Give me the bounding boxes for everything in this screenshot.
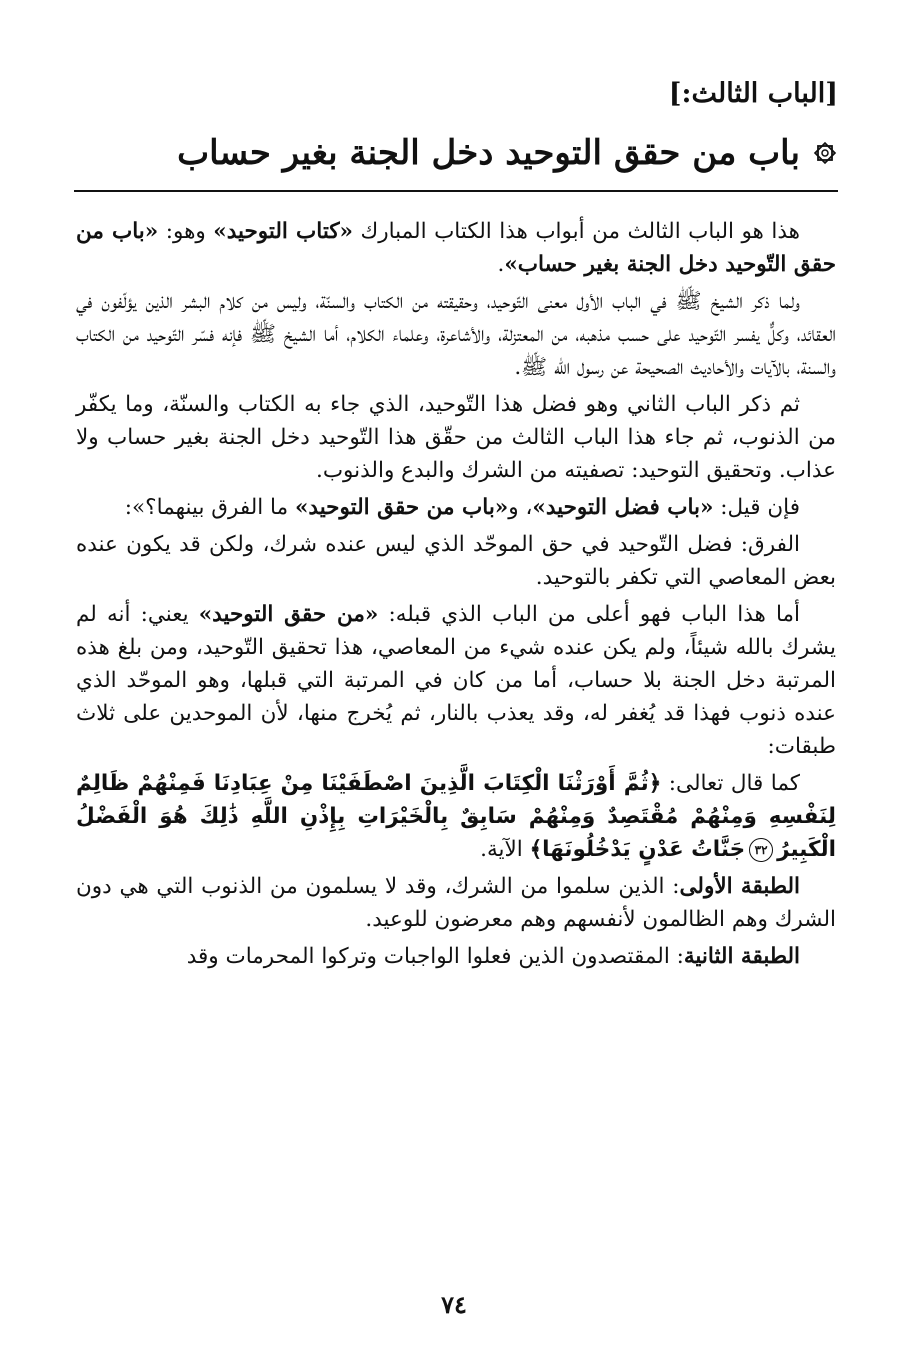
chapter-name: «باب فضل التوحيد» xyxy=(532,495,714,520)
text-run: : المقتصدون الذين فعلوا الواجبات وتركوا المحرمات وقد xyxy=(186,944,684,969)
paragraph-5: الفرق: فضل التّوحيد في حق الموحّد الذي ليس عنده شرك، ولكن قد يكون عنده بعض المعاصي التي تكفر بالتوحيد. xyxy=(76,532,836,590)
tier-heading: الطبقة الأولى xyxy=(679,874,800,899)
text-run: الآية. xyxy=(480,837,530,862)
paragraph-7 xyxy=(76,767,836,866)
text-run: يعني: أنه لم يشرك بالله شيئاً، ولم يكن عنده شيء من المعاصي، هذا تحقيق التّوحيد، ومن بلغ هذه المرتبة دخل الجنة بلا حساب، أما من كان في المرتبة التي قبلها، وهو الموحّد الذي عنده ذنوب فهذا قد يُغفر له، وقد يعذب بالنار، ثم يُخرج منها، لأن الموحدين على ثلاث طبقات: xyxy=(76,602,836,759)
paragraph-1 xyxy=(76,215,836,281)
chapter-name: «باب من حقق التّوحيد دخل الجنة بغير حساب» xyxy=(76,219,836,277)
text-run: هذا هو الباب الثالث من أبواب هذا الكتاب المبارك xyxy=(353,219,800,244)
chapter-title: باب من حقق التوحيد دخل الجنة بغير حساب xyxy=(177,133,800,173)
text-run: أما هذا الباب فهو أعلى من الباب الذي قبله: xyxy=(378,602,800,627)
tier-heading: الطبقة الثانية xyxy=(683,944,800,969)
text-run: كما قال تعالى: xyxy=(661,771,800,796)
page-number: ٧٤ xyxy=(441,1290,467,1319)
text-run: ، و xyxy=(508,495,533,520)
text-run: . xyxy=(497,252,505,277)
eight-point-star-icon xyxy=(812,140,838,166)
quran-verse: ﴿ثُمَّ أَوْرَثْنَا الْكِتَابَ الَّذِينَ اصْطَفَيْنَا مِنْ عِبَادِنَا فَمِنْهُمْ ظَالِمٌ لِنَفْسِهِ وَمِنْهُمْ مُقْتَصِدٌ وَمِنْهُمْ سَابِقٌ بِالْخَيْرَاتِ بِإِذْنِ اللَّهِ ذَٰلِكَ هُوَ الْفَضْلُ الْكَبِيرُ xyxy=(76,771,836,862)
chapter-title-row xyxy=(58,128,838,178)
chapter-name: «باب من حقق التوحيد» xyxy=(294,495,509,520)
paragraph-4 xyxy=(76,491,836,524)
text-run: وهو: xyxy=(158,219,214,244)
paragraph-8 xyxy=(76,870,836,936)
book-name: «كتاب التوحيد» xyxy=(213,219,353,244)
title-divider xyxy=(74,190,838,192)
text-run: ما الفرق بينهما؟»: xyxy=(124,495,295,520)
paragraph-2: ولما ذكر الشيخ ﷺ في الباب الأول معنى التّوحيد، وحقيقته من الكتاب والسنّة، وليس من كلام البشر الذين يؤلّفون في العقائد، وكلٌّ يفسر التّوحيد على حسب مذهبه، من المعتزلة، والأشاعرة، وعلماء الكلام، أما الشيخ ﷺ فإنه فسّر التّوحيد من الكتاب والسنة، بالآيات والأحاديث الصحيحة عن رسول الله ﷺ. xyxy=(76,289,836,380)
paragraph-9 xyxy=(76,940,836,973)
text-run: : الذين سلموا من الشرك، وقد لا يسلمون من الذنوب التي هي دون الشرك وهم الظالمون لأنفسهم وهم معرضون للوعيد. xyxy=(76,874,836,932)
paragraph-3: ثم ذكر الباب الثاني وهو فضل هذا التّوحيد، الذي جاء به الكتاب والسنّة، وما يكفّر من الذنوب، ثم جاء هذا الباب الثالث من حقّق هذا التّوحيد دخل الجنة بغير حساب ولا عذاب. وتحقيق التوحيد: تصفيته من الشرك والبدع والذنوب. xyxy=(76,392,836,483)
body-text xyxy=(76,215,836,977)
paragraph-6 xyxy=(76,598,836,763)
chapter-label: [الباب الثالث:] xyxy=(668,78,838,109)
chapter-name: «من حقق التوحيد» xyxy=(198,602,379,627)
text-run: فإن قيل: xyxy=(713,495,800,520)
quran-verse: جَنَّاتُ عَدْنٍ يَدْخُلُونَهَا﴾ xyxy=(529,837,746,862)
ayah-number-mark: ٣٢ xyxy=(749,838,773,862)
